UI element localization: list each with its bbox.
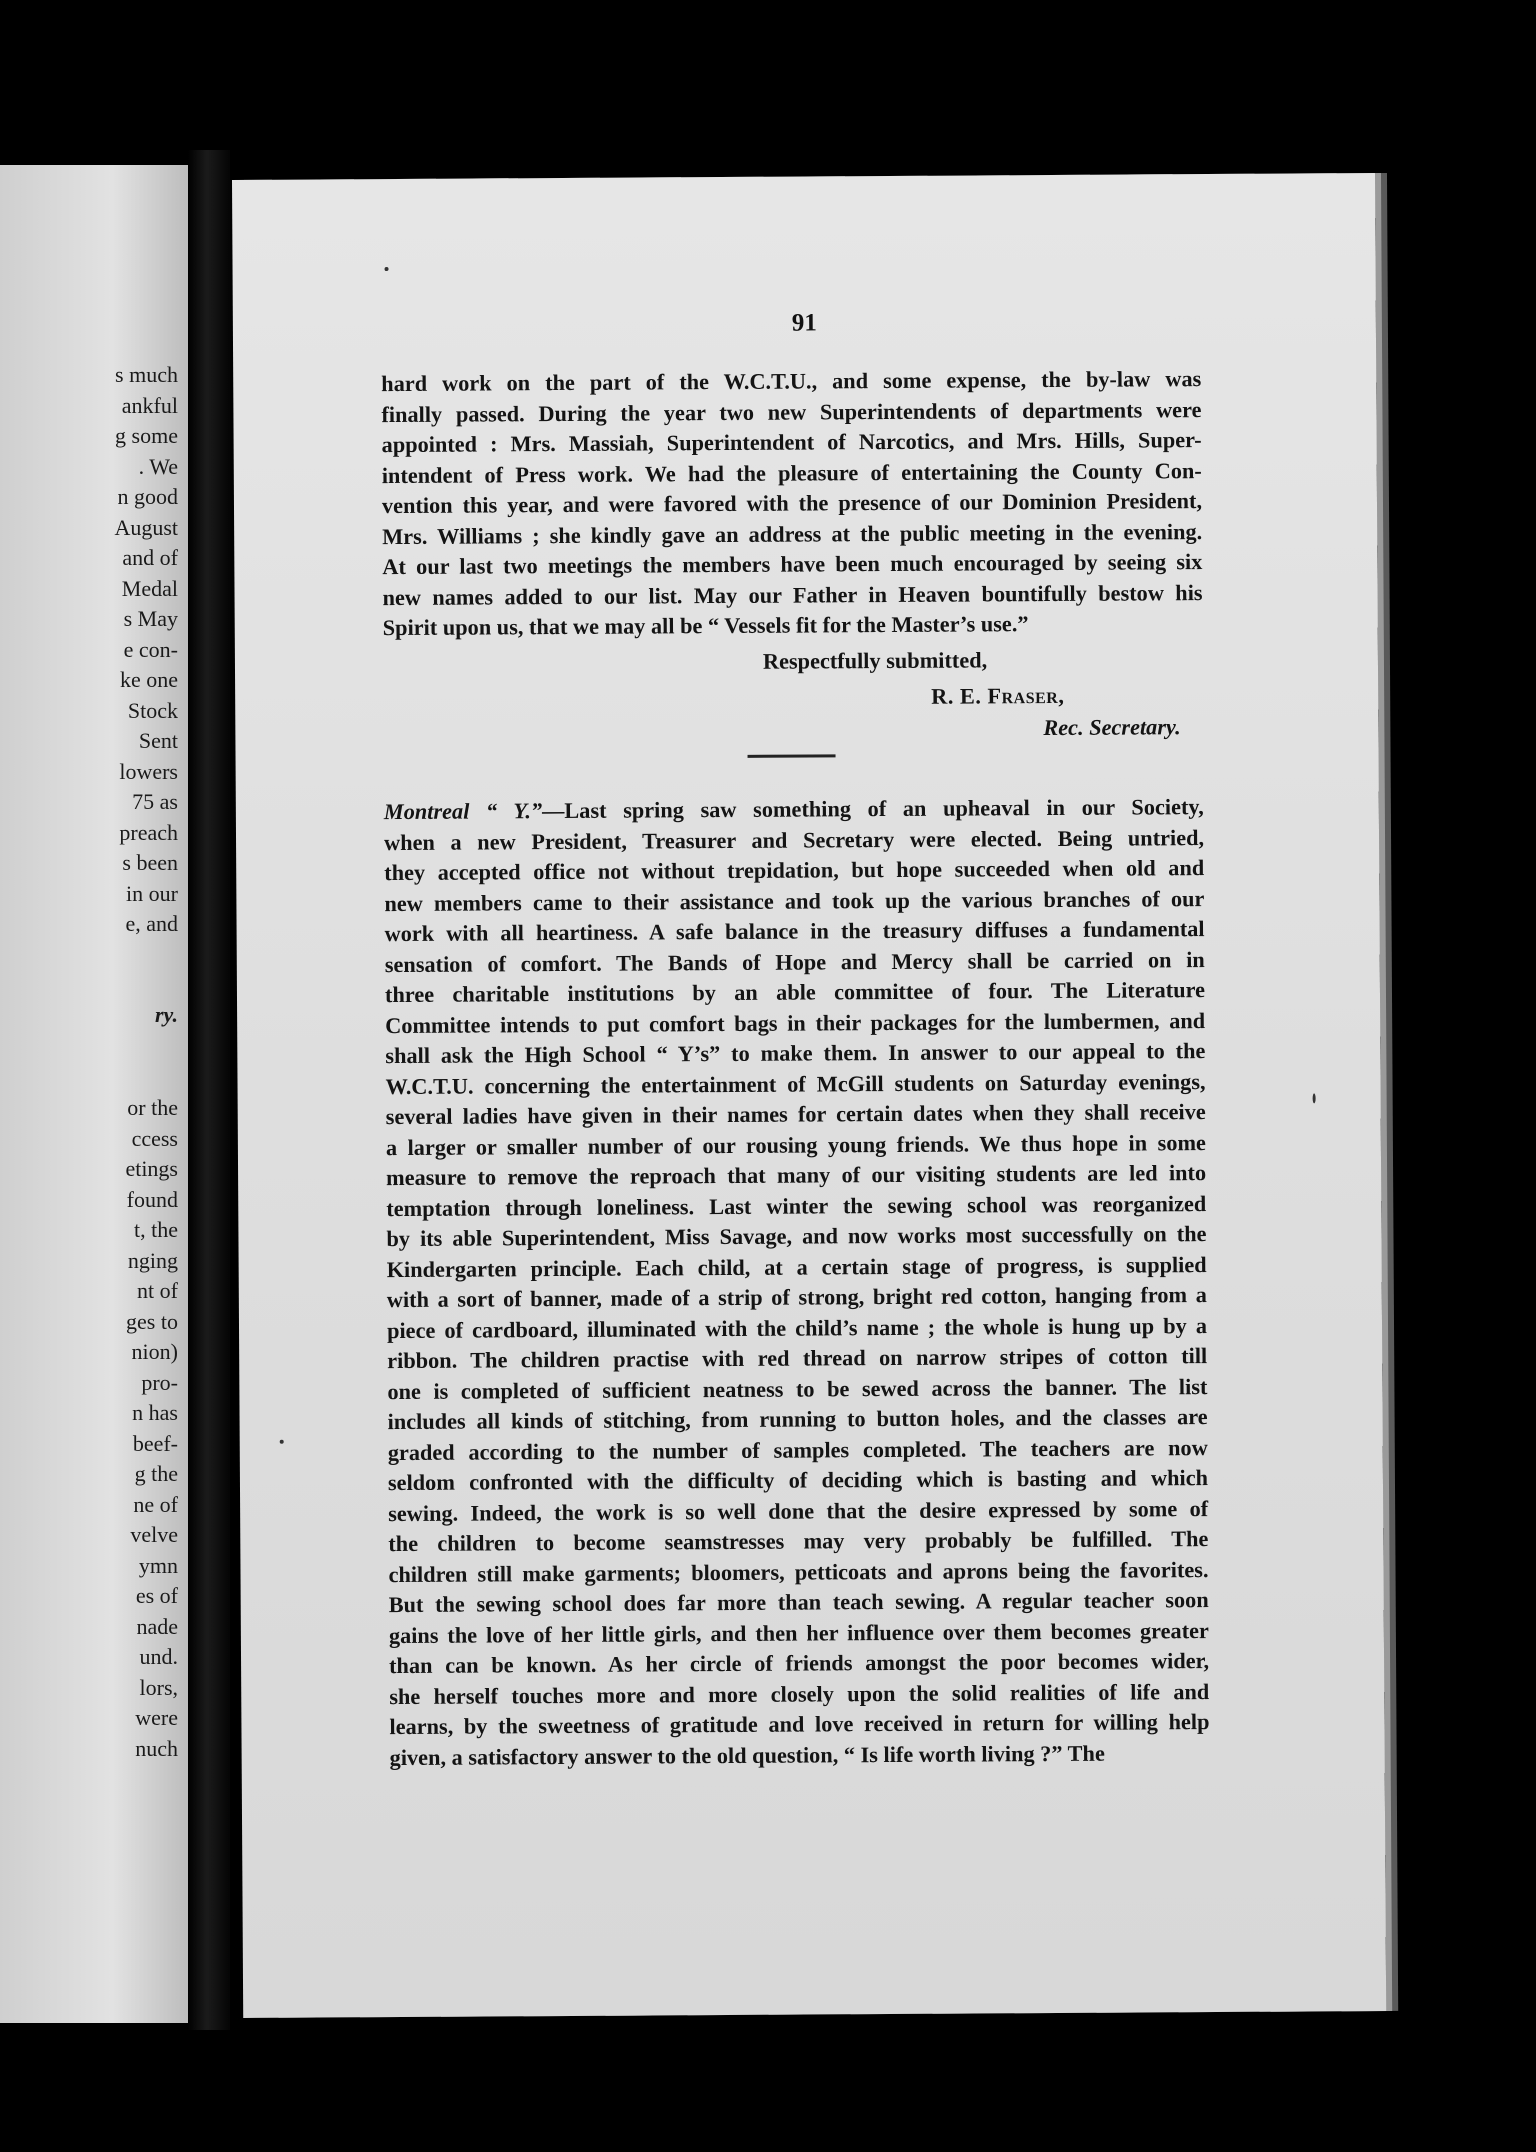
paragraph-line: new names added to our list. May our Father in Heaven bountifully bestow his xyxy=(382,579,1203,610)
section-divider xyxy=(748,754,836,758)
left-page-fragment: or the xyxy=(127,1095,178,1120)
left-page-fragment: etings xyxy=(125,1156,178,1181)
paragraph-line: seldom confronted with the difficulty of deciding which is basting and which xyxy=(387,1465,1209,1496)
left-page-fragment: g the xyxy=(134,1461,178,1486)
signer-name: R. E. Fraser, xyxy=(931,682,1065,709)
paragraph-line: Committee intends to put comfort bags in their packages for the lumbermen, and xyxy=(385,1007,1206,1038)
left-page-fragment: n has xyxy=(132,1400,178,1425)
left-page-fragment: ankful xyxy=(121,392,178,418)
left-page-fragment: e, and xyxy=(125,911,178,936)
paragraph-line: shall ask the High School “ Y’s” to make them. In answer to our appeal to the xyxy=(385,1038,1206,1069)
paper-speck xyxy=(280,1440,284,1444)
paragraph-report-conclusion xyxy=(381,364,1203,644)
closing-line: Respectfully submitted, xyxy=(762,647,988,674)
left-page-text-fragment-signature xyxy=(155,1000,178,1031)
left-page-fragment: Sent xyxy=(138,728,178,753)
signer-title: Rec. Secretary. xyxy=(1043,714,1181,741)
left-page-fragment: nion) xyxy=(131,1339,178,1364)
paragraph-line: Mrs. Williams ; she kindly gave an address at the public meeting in the evening. xyxy=(382,518,1203,549)
left-page-fragment: ry. xyxy=(154,1002,178,1027)
paragraph-line: ribbon. The children practise with red thread on narrow stripes of cotton till xyxy=(387,1343,1208,1374)
left-page-fragment: n good xyxy=(117,484,178,509)
left-page-fragment: nging xyxy=(127,1247,178,1273)
paragraph-line: Kindergarten principle. Each child, at a certain stage of progress, is supplied xyxy=(386,1251,1207,1282)
paragraph-line: hard work on the part of the W.C.T.U., and some expense, the by-law was xyxy=(381,366,1202,397)
paper-speck xyxy=(385,267,389,271)
paragraph-montreal-y xyxy=(384,792,1210,1773)
left-page-fragment: found xyxy=(126,1186,178,1212)
left-page-fragment: August xyxy=(114,514,178,540)
left-page-fragment: velve xyxy=(130,1522,178,1547)
paragraph-line: new members came to their assistance and took up the various branches of our xyxy=(384,885,1205,916)
paragraph-line: by its able Superintendent, Miss Savage, and now works most successfully on the xyxy=(386,1221,1207,1252)
left-page-text-fragments-bottom xyxy=(125,1093,178,1764)
paragraph-line: gains the love of her little girls, and then her influence over them becomes greater xyxy=(388,1617,1209,1648)
signoff xyxy=(383,646,1203,741)
left-page-fragment: nt of xyxy=(137,1278,178,1303)
paragraph-line: three charitable institutions by an able committee of four. The Literature xyxy=(384,977,1206,1008)
left-page-fragment: . We xyxy=(138,453,178,479)
left-page-fragment: nuch xyxy=(135,1735,178,1761)
left-page-fragment: es of xyxy=(135,1583,178,1608)
left-page-fragment: preach xyxy=(119,819,178,845)
paragraph-line: children still make garments; bloomers, petticoats and aprons being the favorites. xyxy=(388,1556,1209,1587)
left-page-fragment: in our xyxy=(126,880,178,906)
left-page-text-fragments-top xyxy=(114,360,178,940)
paragraph-line: she herself touches more and more closely upon the solid realities of life and xyxy=(389,1678,1210,1709)
left-page-fragment: s May xyxy=(123,606,178,631)
page-number: 91 xyxy=(791,309,817,337)
left-page-fragment: ccess xyxy=(131,1125,178,1151)
left-page-fragment: g some xyxy=(115,423,178,448)
paragraph-line: piece of cardboard, illuminated with the child’s name ; the whole is hung up by a xyxy=(386,1312,1208,1343)
paragraph-line: At our last two meetings the members have been much encouraged by seeing six xyxy=(382,549,1203,580)
paragraph-line: Spirit upon us, that we may all be “ Vessels fit for the Master’s use.” xyxy=(382,611,1029,641)
left-page-fragment: ges to xyxy=(126,1308,178,1334)
paragraph-line: vention this year, and were favored with the presence of our Dominion President, xyxy=(381,488,1203,519)
paragraph-line: when a new President, Treasurer and Secretary were elected. Being untried, xyxy=(383,824,1205,855)
paragraph-line: sensation of comfort. The Bands of Hope and Mercy shall be carried on in xyxy=(384,946,1205,977)
paragraph-line xyxy=(384,792,1204,828)
paragraph-line: several ladies have given in their names for certain dates when they shall receive xyxy=(385,1099,1206,1130)
paragraph-line: a larger or smaller number of our rousing young friends. We thus hope in some xyxy=(385,1129,1206,1160)
left-page-fragment: e con- xyxy=(123,636,178,662)
paragraph-line: intendent of Press work. We had the pleasure of entertaining the County Con- xyxy=(381,457,1202,488)
paragraph-line: W.C.T.U. concerning the entertainment of McGill students on Saturday evenings, xyxy=(385,1068,1206,1099)
paragraph-line: they accepted office not without trepidation, but hope succeeded when old and xyxy=(384,855,1205,886)
paragraph-line: measure to remove the reproach that many of our visiting students are led into xyxy=(386,1160,1207,1191)
left-page-fragment: lors, xyxy=(139,1674,178,1700)
paragraph-line: one is completed of sufficient neatness to be sewed across the banner. The list xyxy=(387,1373,1208,1404)
left-page-fragment: s been xyxy=(122,850,178,875)
paragraph-line: But the sewing school does far more than teach sewing. A regular teacher soon xyxy=(388,1587,1209,1618)
left-page-fragment: pro- xyxy=(141,1369,178,1395)
section-first-line: —Last spring saw something of an upheaval in our Society, xyxy=(542,794,1204,824)
paragraph-line: appointed : Mrs. Massiah, Superintendent of Narcotics, and Mrs. Hills, Super- xyxy=(381,427,1202,458)
paragraph-line: work with all heartiness. A safe balance in the treasury diffuses a fundamental xyxy=(384,916,1205,947)
paragraph-line: sewing. Indeed, the work is so well done that the desire expressed by some of xyxy=(388,1495,1209,1526)
book-gutter xyxy=(188,150,230,2030)
paragraph-line: graded according to the number of samples completed. The teachers are now xyxy=(387,1434,1208,1465)
paragraph-line: temptation through loneliness. Last winter the sewing school was reorganized xyxy=(386,1190,1207,1221)
paragraph-line: given, a satisfactory answer to the old question, “ Is life worth living ?” The xyxy=(389,1740,1105,1770)
paragraph-line: the children to become seamstresses may very probably be fulfilled. The xyxy=(388,1526,1209,1557)
left-page-fragment: ymn xyxy=(138,1552,178,1578)
left-page-fragment: lowers xyxy=(119,758,178,784)
left-page xyxy=(0,165,188,2023)
left-page-fragment: s much xyxy=(115,362,178,387)
section-heading: Montreal “ Y.” xyxy=(383,798,543,825)
left-page-fragment: nade xyxy=(136,1613,178,1639)
left-page-fragment: Stock xyxy=(127,697,178,723)
paragraph-line: than can be known. As her circle of friends amongst the poor becomes wider, xyxy=(389,1648,1210,1679)
left-page-fragment: and of xyxy=(122,545,178,570)
paragraph-line: learns, by the sweetness of gratitude and love received in return for willing help xyxy=(389,1709,1210,1740)
right-page xyxy=(232,173,1386,2018)
left-page-fragment: t, the xyxy=(134,1217,178,1242)
left-page-fragment: Medal xyxy=(121,575,178,601)
left-page-fragment: und. xyxy=(139,1644,178,1669)
left-page-fragment: were xyxy=(135,1705,178,1730)
left-page-fragment: ke one xyxy=(119,667,178,692)
paragraph-line: finally passed. During the year two new Superintendents of departments were xyxy=(381,396,1202,427)
paper-speck xyxy=(1313,1093,1316,1103)
left-page-fragment: ne of xyxy=(133,1491,178,1517)
left-page-fragment: 75 as xyxy=(132,789,178,814)
left-page-fragment: beef- xyxy=(132,1430,178,1456)
paragraph-line: includes all kinds of stitching, from running to button holes, and the classes are xyxy=(387,1404,1208,1435)
paragraph-line: with a sort of banner, made of a strip of strong, bright red cotton, hanging from a xyxy=(386,1282,1207,1313)
